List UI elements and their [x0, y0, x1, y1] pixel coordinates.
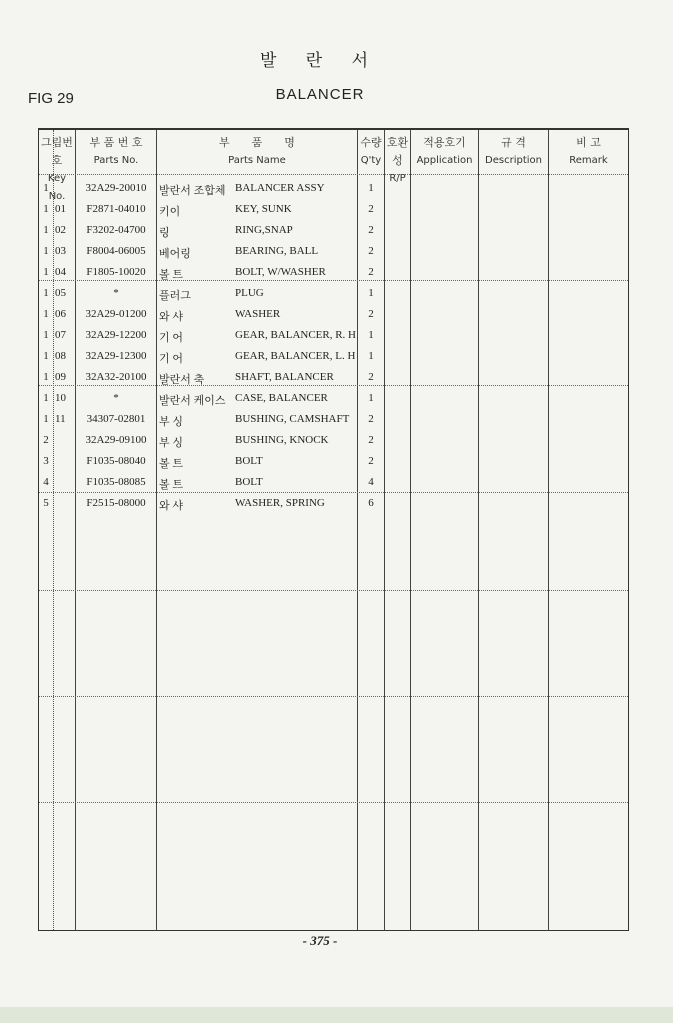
row-name-en: BOLT, W/WASHER — [235, 266, 326, 278]
figure-label: FIG 29 — [28, 90, 74, 107]
group-separator — [39, 385, 628, 386]
row-key-no: 5 — [43, 497, 49, 509]
row-key-no: 1 — [43, 287, 49, 299]
row-part-no: F1035-08040 — [86, 455, 146, 467]
row-key-no: 1 — [43, 245, 49, 257]
row-part-no: * — [113, 392, 119, 404]
row-name-kr: 기 어 — [159, 332, 184, 344]
page-edge — [0, 1007, 673, 1023]
row-qty: 1 — [368, 182, 374, 194]
row-name-en: WASHER — [235, 308, 281, 320]
row-name-en: BOLT — [235, 476, 263, 488]
row-part-no: 32A29-01200 — [85, 308, 147, 320]
row-qty: 6 — [368, 497, 374, 509]
row-sub-no: 05 — [55, 287, 66, 299]
row-name-en: BALANCER ASSY — [235, 182, 325, 194]
row-part-no: 34307-02801 — [86, 413, 146, 425]
row-sub-no: 07 — [55, 329, 66, 341]
row-key-no: 1 — [43, 329, 49, 341]
row-key-no: 1 — [43, 413, 49, 425]
row-key-no: 4 — [43, 476, 49, 488]
parts-table — [38, 128, 629, 931]
row-qty: 2 — [368, 203, 374, 215]
row-sub-no: 08 — [55, 350, 66, 362]
row-name-en: CASE, BALANCER — [235, 392, 328, 404]
row-name-en: BUSHING, CAMSHAFT — [235, 413, 350, 425]
row-name-kr: 볼 트 — [159, 479, 184, 491]
row-name-en: BUSHING, KNOCK — [235, 434, 329, 446]
row-key-no: 2 — [43, 434, 49, 446]
row-name-kr: 볼 트 — [159, 269, 184, 281]
header-qty: 수량 Q'ty — [360, 136, 382, 166]
row-name-kr: 발란서 조합체 — [159, 185, 226, 197]
row-sub-no: 02 — [55, 224, 66, 236]
row-part-no: F2871-04010 — [86, 203, 146, 215]
header-parts-no: 부 품 번 호 Parts No. — [89, 136, 143, 166]
row-sub-no: 10 — [55, 392, 66, 404]
row-key-no: 1 — [43, 350, 49, 362]
group-separator — [39, 696, 628, 697]
row-name-en: GEAR, BALANCER, R. H — [235, 329, 357, 341]
group-separator — [39, 590, 628, 591]
row-name-en: BOLT — [235, 455, 263, 467]
row-qty: 4 — [368, 476, 374, 488]
row-name-en: WASHER, SPRING — [235, 497, 325, 509]
row-sub-no: 06 — [55, 308, 66, 320]
row-name-kr: 베어링 — [159, 248, 191, 260]
row-qty: 1 — [368, 392, 374, 404]
row-part-no: F1805-10020 — [86, 266, 146, 278]
header-key-no: 그림번호 Key No. — [41, 136, 73, 202]
row-name-en: PLUG — [235, 287, 264, 299]
row-name-kr: 발란서 축 — [159, 374, 205, 386]
row-part-no: F1035-08085 — [86, 476, 146, 488]
row-key-no: 1 — [43, 308, 49, 320]
group-separator — [39, 492, 628, 493]
row-key-no: 1 — [43, 266, 49, 278]
row-name-en: KEY, SUNK — [235, 203, 292, 215]
row-part-no: F2515-08000 — [86, 497, 146, 509]
row-part-no: F8004-06005 — [86, 245, 146, 257]
row-name-kr: 링 — [159, 227, 170, 239]
row-name-en: RING,SNAP — [235, 224, 293, 236]
row-name-en: GEAR, BALANCER, L. H — [235, 350, 356, 362]
row-part-no: 32A32-20100 — [85, 371, 147, 383]
row-name-kr: 키이 — [159, 206, 181, 218]
header-rp: 호환성 R/P — [386, 136, 409, 184]
column-divider — [156, 130, 157, 930]
row-qty: 2 — [368, 434, 374, 446]
row-key-no: 1 — [43, 224, 49, 236]
header-remark: 비 고 Remark — [569, 136, 608, 166]
row-name-kr: 와 샤 — [159, 500, 184, 512]
column-divider — [478, 130, 479, 930]
group-separator — [39, 802, 628, 803]
row-sub-no: 03 — [55, 245, 66, 257]
row-qty: 2 — [368, 245, 374, 257]
row-qty: 2 — [368, 224, 374, 236]
row-name-kr: 부 싱 — [159, 416, 184, 428]
row-name-kr: 볼 트 — [159, 458, 184, 470]
row-part-no: * — [113, 287, 119, 299]
row-name-kr: 플러그 — [159, 290, 191, 302]
row-sub-no: 01 — [55, 203, 66, 215]
row-name-kr: 발란서 케이스 — [159, 395, 226, 407]
header-description: 규 격 Description — [485, 136, 542, 166]
row-key-no: 1 — [43, 182, 49, 194]
row-qty: 2 — [368, 371, 374, 383]
row-qty: 1 — [368, 287, 374, 299]
column-divider — [548, 130, 549, 930]
row-key-no: 3 — [43, 455, 49, 467]
row-qty: 2 — [368, 455, 374, 467]
row-part-no: 32A29-12300 — [85, 350, 147, 362]
row-sub-no: 04 — [55, 266, 66, 278]
header-parts-name: 부 품 명 Parts Name — [219, 136, 295, 166]
row-name-en: SHAFT, BALANCER — [235, 371, 334, 383]
row-qty: 2 — [368, 413, 374, 425]
row-qty: 1 — [368, 329, 374, 341]
page-title: BALANCER — [275, 86, 365, 103]
header-separator — [39, 174, 628, 175]
row-part-no: 32A29-12200 — [85, 329, 147, 341]
row-name-kr: 기 어 — [159, 353, 184, 365]
row-qty: 2 — [368, 308, 374, 320]
row-part-no: 32A29-20010 — [85, 182, 147, 194]
row-name-kr: 부 싱 — [159, 437, 184, 449]
row-key-no: 1 — [43, 392, 49, 404]
page-number: - 375 - — [302, 933, 338, 948]
column-divider — [410, 130, 411, 930]
header-application: 적용호기 Application — [416, 136, 473, 166]
row-name-en: BEARING, BALL — [235, 245, 319, 257]
key-subdivider — [53, 130, 54, 930]
row-part-no: 32A29-09100 — [85, 434, 147, 446]
row-name-kr: 와 샤 — [159, 311, 184, 323]
row-qty: 2 — [368, 266, 374, 278]
row-sub-no: 09 — [55, 371, 66, 383]
row-key-no: 1 — [43, 203, 49, 215]
row-sub-no: 11 — [55, 413, 66, 425]
page-title-korean: 발 란 서 — [259, 51, 381, 71]
group-separator — [39, 280, 628, 281]
column-divider — [384, 130, 385, 930]
row-key-no: 1 — [43, 371, 49, 383]
row-qty: 1 — [368, 350, 374, 362]
row-part-no: F3202-04700 — [86, 224, 146, 236]
